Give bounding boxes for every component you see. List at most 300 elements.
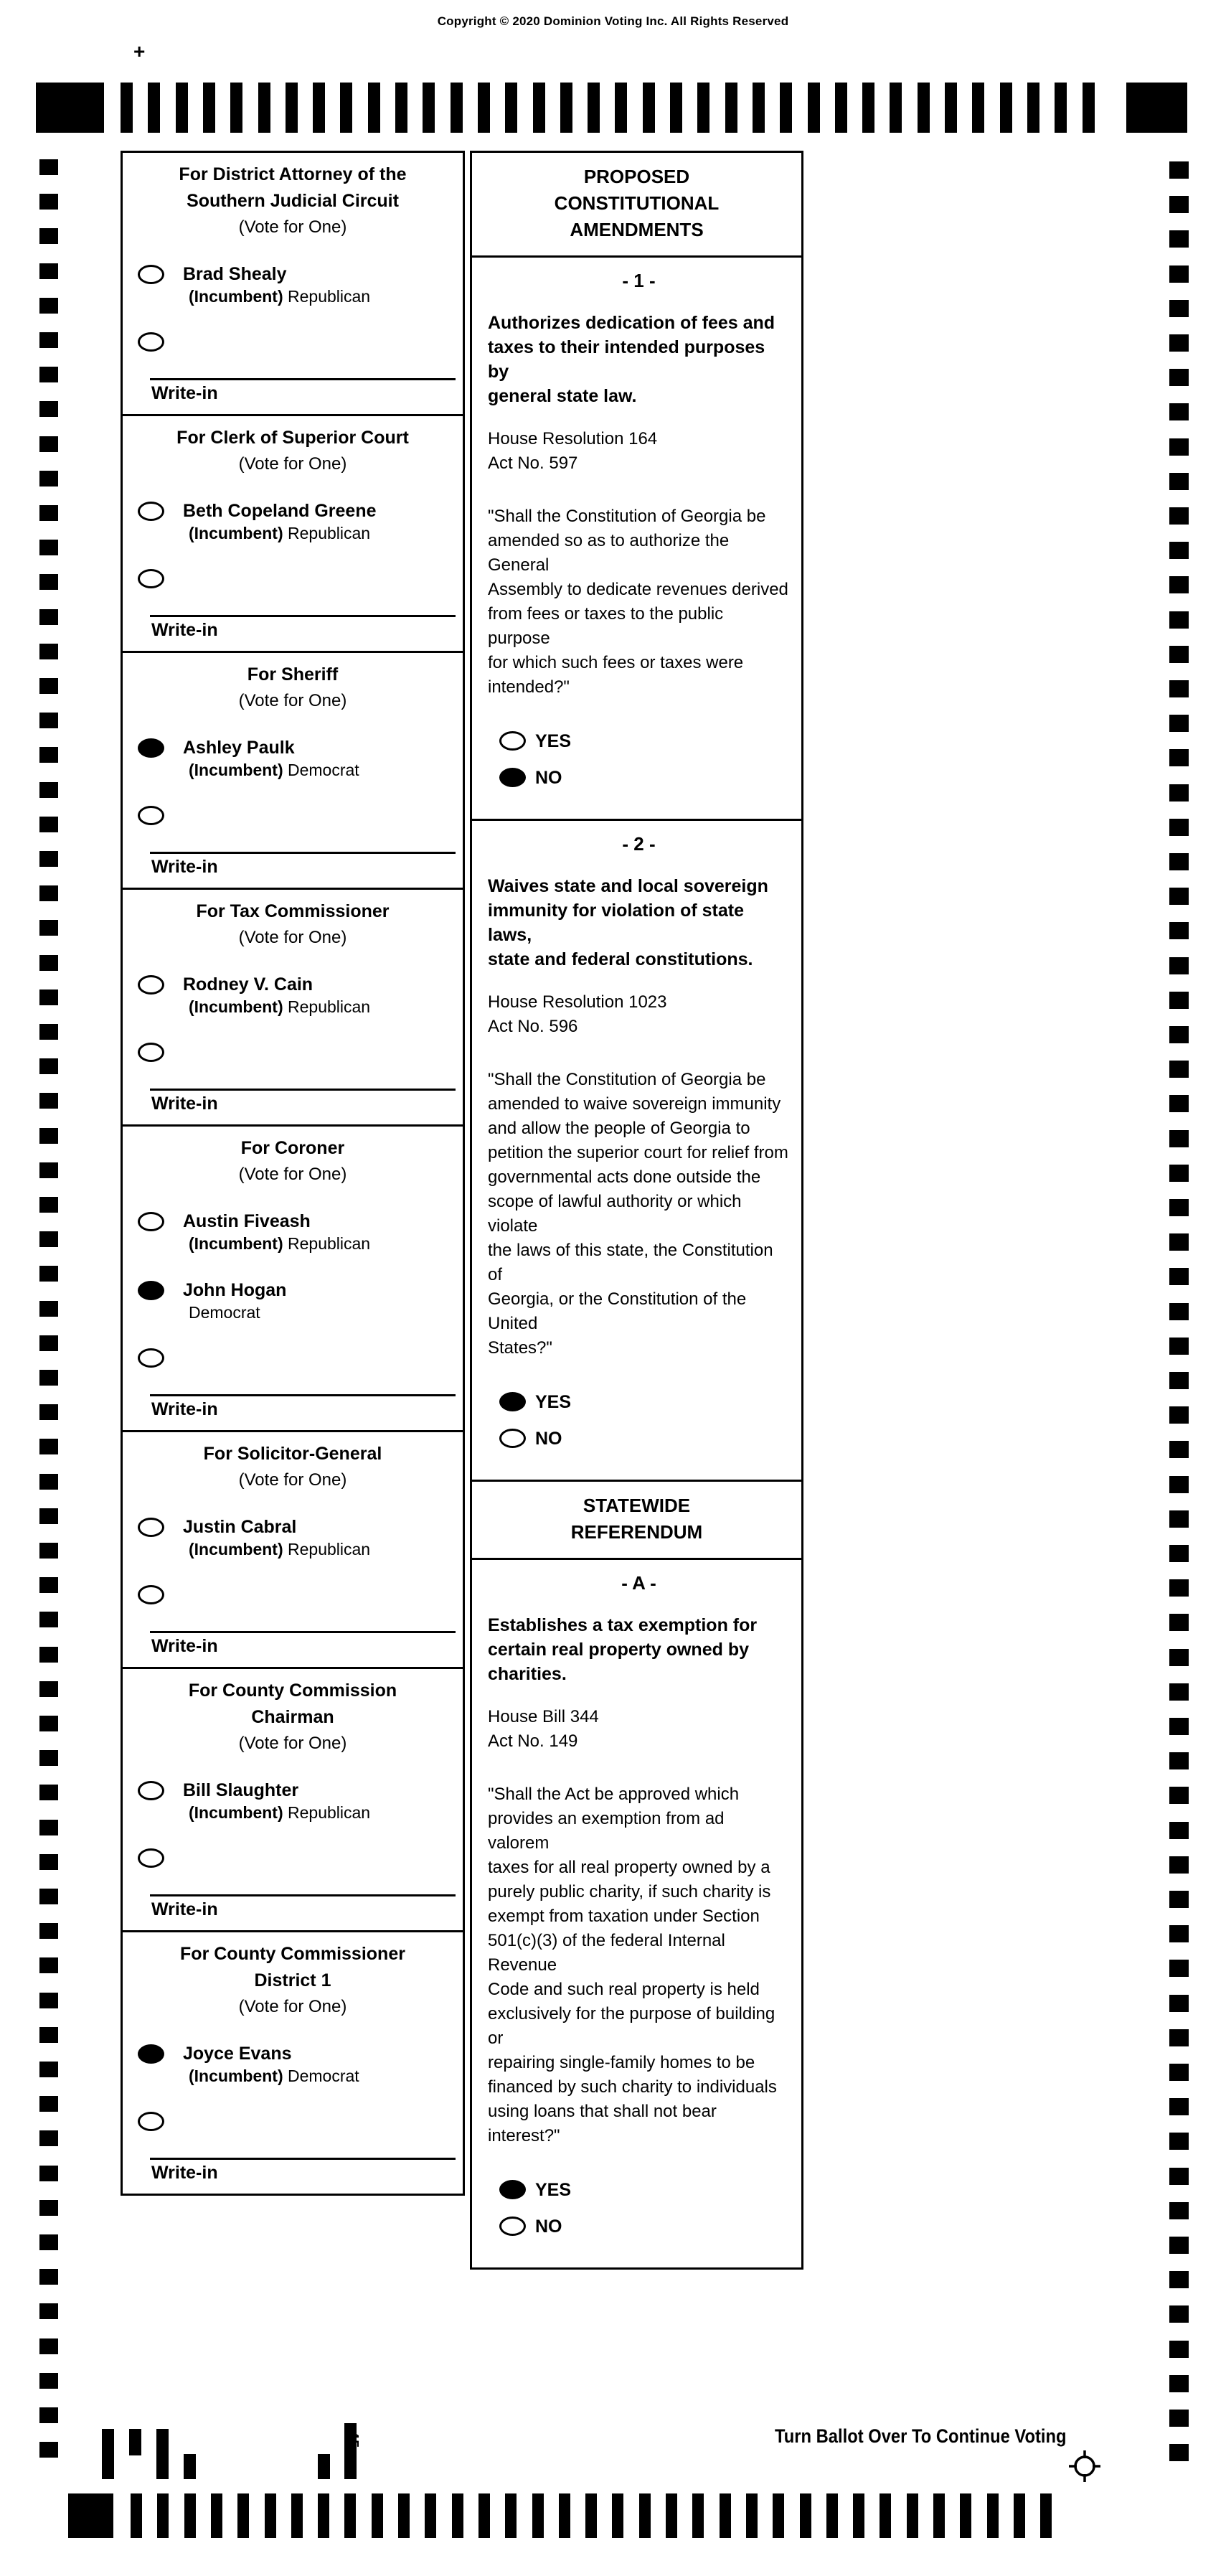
timing-bar-top — [313, 83, 325, 133]
ballot-oval[interactable] — [138, 1781, 164, 1800]
timing-mark-left — [39, 367, 58, 382]
write-in-oval[interactable] — [138, 1348, 164, 1368]
ballot-oval[interactable] — [138, 1281, 164, 1300]
option-label: NO — [535, 768, 562, 788]
measure-question-line: amended so as to authorize the General — [488, 531, 730, 575]
timing-mark-left — [39, 159, 58, 175]
measure-question-line: petition the superior court for relief from — [488, 1143, 788, 1162]
timing-mark-right — [1169, 1510, 1189, 1528]
measure-summary-line: immunity for violation of state laws, — [488, 901, 744, 945]
write-in-area[interactable] — [150, 1631, 456, 1667]
candidate-list — [123, 263, 463, 378]
write-in-oval-slot — [123, 1585, 463, 1631]
option-row — [488, 728, 790, 765]
contest-title: For Sheriff — [247, 664, 339, 685]
stub-barcode-bar — [156, 2429, 169, 2479]
measure-question — [488, 504, 790, 700]
timing-bar-top — [423, 83, 435, 133]
vote-instruction: (Vote for One) — [238, 1470, 347, 1490]
measure-question-line: Code and such real property is held — [488, 1980, 760, 1999]
write-in-area[interactable] — [150, 2158, 456, 2194]
timing-mark-left — [39, 782, 58, 798]
write-in-label: Write-in — [151, 2163, 218, 2183]
timing-mark-left — [39, 2130, 58, 2146]
candidate-party: (Incumbent) Republican — [189, 287, 371, 306]
timing-bar-top — [176, 83, 188, 133]
candidate-list — [123, 1780, 463, 1894]
timing-mark-right — [1169, 819, 1189, 836]
write-in-area[interactable] — [150, 1394, 456, 1430]
measure-summary-line: Waives state and local sovereign — [488, 876, 768, 896]
contest-box — [121, 1667, 465, 1932]
timing-mark-left — [39, 436, 58, 452]
candidate-party: Democrat — [189, 1303, 260, 1322]
timing-bar-bottom — [265, 2493, 276, 2538]
timing-mark-left — [39, 1404, 58, 1420]
timing-mark-right — [1169, 2202, 1189, 2219]
measure-question-line: "Shall the Constitution of Georgia be — [488, 1070, 766, 1089]
measure-references — [488, 427, 790, 476]
timing-mark-right — [1169, 1891, 1189, 1908]
timing-bar-top — [697, 83, 709, 133]
section-header — [470, 1480, 803, 1560]
timing-mark-left — [39, 2096, 58, 2112]
write-in-oval-slot — [123, 332, 463, 378]
timing-bar-top — [1083, 83, 1095, 133]
timing-mark-left — [39, 332, 58, 348]
measure-question-line: scope of lawful authority or which violate — [488, 1192, 742, 1236]
timing-mark-right — [1169, 2341, 1189, 2358]
timing-bar-bottom — [372, 2493, 383, 2538]
measure-question-line: repairing single-family homes to be — [488, 2053, 755, 2072]
option-row — [488, 1389, 790, 1426]
timing-mark-left — [39, 2269, 58, 2285]
section-header-line: REFERENDUM — [570, 1521, 703, 1543]
option-row — [488, 765, 790, 802]
timing-mark-right — [1169, 438, 1189, 456]
timing-bar-top — [1027, 83, 1039, 133]
write-in-oval[interactable] — [138, 1848, 164, 1868]
incumbent-label: (Incumbent) — [189, 524, 283, 542]
measure-box — [470, 1558, 803, 2270]
contest-title: Chairman — [251, 1707, 334, 1727]
vote-instruction: (Vote for One) — [238, 928, 347, 947]
timing-bar-bottom — [452, 2493, 463, 2538]
incumbent-label: (Incumbent) — [189, 1540, 283, 1559]
measure-question — [488, 1068, 790, 1360]
write-in-oval-slot — [123, 1043, 463, 1089]
timing-mark-right — [1169, 265, 1189, 283]
timing-mark-left — [39, 609, 58, 625]
measure-question-line: purely public charity, if such charity is — [488, 1882, 771, 1902]
timing-mark-left — [39, 2338, 58, 2354]
measure-reference-line: Act No. 149 — [488, 1731, 578, 1751]
timing-mark-left — [39, 574, 58, 590]
timing-mark-right — [1169, 230, 1189, 248]
timing-bar-top — [725, 83, 737, 133]
timing-mark-left — [39, 1577, 58, 1593]
write-in-area[interactable] — [150, 1894, 456, 1930]
contest-title: For Clerk of Superior Court — [176, 428, 409, 448]
timing-mark-left — [39, 1647, 58, 1663]
timing-mark-left — [39, 989, 58, 1005]
write-in-oval-slot — [123, 2112, 463, 2158]
timing-bar-bottom — [960, 2493, 971, 2538]
timing-mark-right — [1169, 957, 1189, 974]
write-in-oval[interactable] — [138, 2112, 164, 2131]
timing-mark-left — [39, 1301, 58, 1317]
timing-mark-right — [1169, 1303, 1189, 1320]
timing-mark-right — [1169, 2168, 1189, 2185]
timing-mark-right — [1169, 1441, 1189, 1458]
write-in-area[interactable] — [150, 852, 456, 888]
timing-mark-right — [1169, 1165, 1189, 1182]
timing-mark-left — [39, 1335, 58, 1351]
contest-title: For Solicitor-General — [203, 1444, 382, 1464]
measure-summary-line: certain real property owned by — [488, 1640, 749, 1660]
timing-mark-left — [39, 2166, 58, 2181]
measure-summary-line: general state law. — [488, 386, 637, 406]
timing-mark-right — [1169, 1061, 1189, 1078]
stub-barcode-bar — [318, 2454, 330, 2479]
incumbent-label: (Incumbent) — [189, 997, 283, 1016]
timing-mark-right — [1169, 2444, 1189, 2461]
write-in-oval-slot — [123, 1848, 463, 1894]
copyright-text: Copyright © 2020 Dominion Voting Inc. All Rights Reserved — [437, 14, 789, 28]
timing-bar-top — [258, 83, 270, 133]
timing-mark-right — [1169, 784, 1189, 802]
section-header-line: AMENDMENTS — [570, 219, 704, 240]
timing-mark-right — [1169, 715, 1189, 732]
write-in-oval[interactable] — [138, 569, 164, 588]
timing-bar-top — [890, 83, 902, 133]
timing-mark-left — [39, 920, 58, 936]
candidate-list — [123, 974, 463, 1089]
timing-mark-left — [39, 2407, 58, 2423]
measure-options — [488, 728, 790, 802]
timing-mark-right — [1169, 1649, 1189, 1666]
timing-mark-right — [1169, 853, 1189, 870]
timing-bar-bottom — [666, 2493, 677, 2538]
timing-bar-bottom — [559, 2493, 570, 2538]
timing-bar-top — [451, 83, 463, 133]
measure-summary-line: Authorizes dedication of fees and — [488, 313, 775, 333]
timing-mark-left — [39, 1508, 58, 1524]
measure-number: - 2 - — [622, 833, 656, 855]
candidate-name: Rodney V. Cain — [183, 974, 313, 995]
measure-reference-line: Act No. 596 — [488, 1017, 578, 1036]
timing-bar-bottom — [211, 2493, 222, 2538]
contest-column — [121, 151, 465, 2196]
option-label: NO — [535, 2217, 562, 2237]
timing-mark-right — [1169, 1683, 1189, 1701]
timing-bar-bottom — [184, 2493, 196, 2538]
timing-bar-bottom — [237, 2493, 249, 2538]
timing-mark-left — [39, 540, 58, 555]
timing-mark-right — [1169, 646, 1189, 663]
timing-mark-left — [39, 401, 58, 417]
write-in-oval[interactable] — [138, 1043, 164, 1062]
ballot-oval[interactable] — [138, 738, 164, 758]
measure-summary-line: taxes to their intended purposes by — [488, 337, 765, 382]
timing-mark-right — [1169, 1026, 1189, 1043]
ballot-oval[interactable] — [138, 975, 164, 995]
candidate-name: Joyce Evans — [183, 2044, 292, 2064]
incumbent-label: (Incumbent) — [189, 1803, 283, 1822]
timing-bar-bottom — [773, 2493, 784, 2538]
timing-bar-bottom — [639, 2493, 651, 2538]
timing-bar-bottom — [585, 2493, 597, 2538]
stub-number: 45 — [345, 2431, 361, 2449]
timing-mark-right — [1169, 1856, 1189, 1874]
timing-mark-right — [1169, 576, 1189, 593]
timing-bar-top — [808, 83, 820, 133]
candidate-list — [123, 500, 463, 615]
contest-box — [121, 651, 465, 890]
write-in-label: Write-in — [151, 1399, 218, 1419]
measure-question-line: financed by such charity to individuals — [488, 2077, 777, 2097]
candidate-name: John Hogan — [183, 1280, 287, 1300]
write-in-area[interactable] — [150, 615, 456, 651]
timing-bar-top — [753, 83, 765, 133]
timing-mark-right — [1169, 1787, 1189, 1804]
write-in-oval-slot — [123, 569, 463, 615]
timing-bar-bottom — [746, 2493, 758, 2538]
timing-mark-left — [39, 1128, 58, 1144]
timing-bar-bottom — [291, 2493, 303, 2538]
ballot-oval[interactable] — [138, 502, 164, 521]
measure-references — [488, 990, 790, 1039]
timing-mark-left — [39, 885, 58, 901]
candidate-row — [123, 1279, 463, 1348]
ballot-oval[interactable] — [499, 1392, 526, 1411]
timing-bar-bottom — [907, 2493, 918, 2538]
timing-bar-bottom — [692, 2493, 704, 2538]
vote-instruction: (Vote for One) — [238, 1734, 347, 1753]
timing-mark-left — [39, 2442, 58, 2458]
write-in-area[interactable] — [150, 1089, 456, 1124]
timing-mark-right — [1169, 542, 1189, 559]
timing-bar-top — [286, 83, 298, 133]
timing-bar-bottom — [987, 2493, 999, 2538]
timing-mark-right — [1169, 1960, 1189, 1977]
candidate-name: Bill Slaughter — [183, 1780, 299, 1800]
contest-box — [121, 414, 465, 653]
timing-mark-right — [1169, 1925, 1189, 1942]
timing-mark-left — [39, 2373, 58, 2389]
timing-mark-left — [39, 1612, 58, 1627]
turn-ballot-over-label: Turn Ballot Over To Continue Voting — [775, 2425, 1067, 2447]
ballot-oval[interactable] — [499, 1429, 526, 1448]
contest-box — [121, 888, 465, 1127]
measure-question-line: States?" — [488, 1338, 552, 1358]
ballot-oval[interactable] — [138, 2044, 164, 2064]
write-in-label: Write-in — [151, 383, 218, 403]
timing-mark-right — [1169, 369, 1189, 386]
timing-mark-left — [39, 955, 58, 971]
timing-bar-bottom — [1040, 2493, 1052, 2538]
candidate-name: Brad Shealy — [183, 264, 287, 284]
ballot-oval[interactable] — [499, 2180, 526, 2199]
ballot-oval[interactable] — [138, 265, 164, 284]
timing-mark-left — [39, 817, 58, 832]
contest-title: For Tax Commissioner — [196, 901, 390, 921]
candidate-list — [123, 2043, 463, 2158]
referendum-column — [470, 151, 803, 2270]
timing-mark-left — [39, 1058, 58, 1074]
candidate-row — [123, 1516, 463, 1585]
timing-mark-left — [39, 1854, 58, 1870]
contest-title: Southern Judicial Circuit — [187, 191, 399, 211]
timing-bar-bottom — [505, 2493, 517, 2538]
timing-mark-right — [1169, 2237, 1189, 2254]
measure-question-line: provides an exemption from ad valorem — [488, 1809, 725, 1853]
measure-summary-line: state and federal constitutions. — [488, 949, 753, 969]
measure-question-line: exempt from taxation under Section — [488, 1907, 760, 1926]
measure-summary-line: Establishes a tax exemption for — [488, 1615, 758, 1635]
incumbent-label: (Incumbent) — [189, 2067, 283, 2085]
measure-question-line: Georgia, or the Constitution of the United — [488, 1289, 747, 1333]
measure-question-line: "Shall the Constitution of Georgia be — [488, 507, 766, 526]
section-header-line: PROPOSED — [583, 166, 690, 187]
registration-plus-mark: + — [133, 40, 146, 62]
vote-instruction: (Vote for One) — [238, 1997, 347, 2016]
timing-mark-left — [39, 1093, 58, 1109]
measure-summary — [488, 874, 790, 972]
timing-mark-right — [1169, 1268, 1189, 1285]
ballot-oval[interactable] — [499, 731, 526, 751]
write-in-label: Write-in — [151, 857, 218, 877]
timing-bar-top — [972, 83, 984, 133]
candidate-name: Austin Fiveash — [183, 1211, 311, 1231]
timing-mark-left — [39, 2234, 58, 2250]
measure-question-line: exclusively for the purpose of building or — [488, 2004, 775, 2048]
candidate-row — [123, 263, 463, 332]
crosshair-registration-icon — [1068, 2450, 1101, 2483]
write-in-area[interactable] — [150, 378, 456, 414]
timing-bar-top — [615, 83, 627, 133]
timing-mark-right — [1169, 1614, 1189, 1631]
timing-mark-right — [1169, 1476, 1189, 1493]
timing-bar-bottom — [800, 2493, 811, 2538]
measure-question-line: from fees or taxes to the public purpose — [488, 604, 724, 648]
timing-mark-right — [1169, 2271, 1189, 2288]
ballot-oval[interactable] — [499, 768, 526, 787]
timing-bar-top — [121, 83, 133, 133]
contest-box — [121, 1124, 465, 1432]
timing-bar-bottom — [157, 2493, 169, 2538]
measure-question-line: amended to waive sovereign immunity — [488, 1094, 781, 1114]
candidate-row — [123, 1780, 463, 1848]
ballot-oval[interactable] — [499, 2217, 526, 2236]
timing-mark-right — [1169, 2064, 1189, 2081]
timing-mark-right — [1169, 1130, 1189, 1147]
timing-bar-top — [368, 83, 380, 133]
timing-mark-right — [1169, 992, 1189, 1009]
timing-mark-right — [1169, 300, 1189, 317]
write-in-oval[interactable] — [138, 806, 164, 825]
candidate-row — [123, 1211, 463, 1279]
timing-bar-top — [643, 83, 655, 133]
section-header-line: STATEWIDE — [583, 1495, 691, 1516]
ballot-oval[interactable] — [138, 1212, 164, 1231]
vote-instruction: (Vote for One) — [238, 217, 347, 237]
ballot-oval[interactable] — [138, 1518, 164, 1537]
candidate-name: Ashley Paulk — [183, 738, 295, 758]
timing-mark-left — [39, 194, 58, 210]
timing-bar-top — [148, 83, 160, 133]
timing-mark-left — [39, 1716, 58, 1731]
contest-title: For County Commissioner — [180, 1944, 405, 1964]
option-row — [488, 2177, 790, 2214]
contest-title: For District Attorney of the — [179, 164, 407, 184]
stub-barcode-bar — [129, 2429, 141, 2455]
measure-question-line: taxes for all real property owned by a — [488, 1858, 770, 1877]
stub-barcode-bar — [184, 2454, 196, 2479]
timing-bar-bottom — [425, 2493, 436, 2538]
timing-mark-left — [39, 505, 58, 521]
timing-mark-left — [39, 1785, 58, 1800]
section-header — [470, 151, 803, 258]
candidate-party: (Incumbent) Republican — [189, 997, 371, 1016]
measure-summary — [488, 311, 790, 408]
measure-question-line: for which such fees or taxes were — [488, 653, 744, 672]
timing-mark-right — [1169, 922, 1189, 939]
contest-box — [121, 1430, 465, 1669]
timing-bar-top — [533, 83, 545, 133]
timing-mark-right — [1169, 1718, 1189, 1735]
write-in-oval[interactable] — [138, 1585, 164, 1604]
incumbent-label: (Incumbent) — [189, 1234, 283, 1253]
timing-bar-bottom — [398, 2493, 410, 2538]
measure-reference-line: Act No. 597 — [488, 453, 578, 473]
timing-bar-bottom — [318, 2493, 329, 2538]
timing-mark-left — [39, 2303, 58, 2319]
timing-mark-right — [1169, 1233, 1189, 1251]
candidate-list — [123, 1211, 463, 1394]
option-label: YES — [535, 2180, 572, 2200]
timing-mark-left — [39, 2027, 58, 2043]
timing-block-top-left — [36, 83, 104, 133]
timing-mark-left — [39, 644, 58, 659]
write-in-oval[interactable] — [138, 332, 164, 352]
candidate-list — [123, 1516, 463, 1631]
timing-block-top-right — [1126, 83, 1187, 133]
timing-mark-right — [1169, 2029, 1189, 2046]
vote-instruction: (Vote for One) — [238, 454, 347, 474]
timing-mark-right — [1169, 1579, 1189, 1597]
timing-mark-right — [1169, 1822, 1189, 1839]
candidate-row — [123, 974, 463, 1043]
timing-bar-top — [1000, 83, 1012, 133]
write-in-oval-slot — [123, 806, 463, 852]
timing-bar-top — [835, 83, 847, 133]
measure-summary-line: charities. — [488, 1664, 567, 1684]
measure-options — [488, 1389, 790, 1462]
timing-bar-top — [670, 83, 682, 133]
timing-mark-left — [39, 1957, 58, 1973]
stub-barcode-bar — [102, 2429, 114, 2479]
timing-mark-right — [1169, 507, 1189, 525]
timing-mark-left — [39, 713, 58, 728]
timing-bar-top — [1055, 83, 1067, 133]
timing-mark-left — [39, 298, 58, 314]
timing-bar-top — [945, 83, 957, 133]
timing-mark-left — [39, 1197, 58, 1213]
timing-bar-bottom — [532, 2493, 544, 2538]
measure-options — [488, 2177, 790, 2250]
option-row — [488, 2214, 790, 2250]
